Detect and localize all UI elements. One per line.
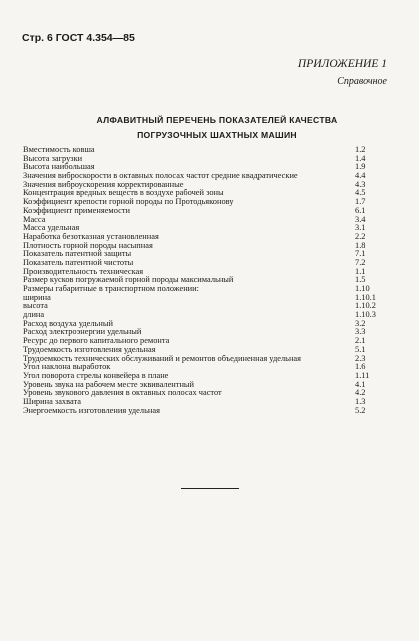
- title-line-1: АЛФАВИТНЫЙ ПЕРЕЧЕНЬ ПОКАЗАТЕЛЕЙ КАЧЕСТВА: [96, 115, 338, 125]
- item-code: 3.2: [355, 318, 366, 328]
- item-code: 4.5: [355, 188, 366, 198]
- item-name: Трудоемкость изготовления удельная: [23, 345, 156, 354]
- item-name: Коэффициент крепости горной породы по Протодьяконову: [23, 198, 234, 207]
- item-name: Уровень звукового давления в октавных полосах частот: [23, 389, 222, 398]
- item-name: ширина: [23, 293, 51, 302]
- list-item: [23, 407, 385, 416]
- item-name: Значения виброускорения корректированные: [23, 180, 184, 189]
- item-code: 1.9: [355, 162, 366, 172]
- page-header: Стр. 6 ГОСТ 4.354—85: [22, 32, 135, 44]
- item-name: Угол поворота стрелы конвейера в плане: [23, 371, 169, 380]
- list-item: [23, 372, 385, 381]
- list-item: [23, 216, 385, 225]
- document-title: [72, 113, 362, 143]
- item-name: Показатель патентной защиты: [23, 250, 132, 259]
- item-name: Наработка безотказная установленная: [23, 232, 159, 241]
- item-name: Вместимость ковша: [23, 145, 95, 154]
- appendix-label: [298, 56, 387, 90]
- list-item: [23, 181, 385, 190]
- item-code: 4.4: [355, 171, 366, 181]
- list-item: [23, 146, 385, 155]
- item-name: длина: [23, 311, 45, 320]
- item-code: 5.2: [355, 405, 366, 415]
- item-name: Трудоемкость технических обслуживаний и ремонтов объединенная удельная: [23, 354, 301, 363]
- appendix-title: ПРИЛОЖЕНИЕ 1: [297, 58, 387, 70]
- item-code: 6.1: [355, 205, 366, 215]
- item-code: 1.10.1: [355, 292, 376, 302]
- item-code: 2.1: [355, 336, 366, 346]
- list-item: [23, 285, 385, 294]
- list-item: [23, 328, 385, 337]
- item-name: Размеры габаритные в транспортном положении:: [23, 285, 199, 293]
- list-item: [23, 224, 385, 233]
- list-item: [23, 189, 385, 198]
- list-item: [23, 250, 385, 259]
- item-code: 1.3: [355, 396, 366, 406]
- list-item: [23, 311, 385, 320]
- item-name: Высота загрузки: [23, 154, 83, 163]
- list-item: [23, 363, 385, 372]
- item-code: 1.10: [355, 284, 370, 293]
- item-name: Расход электроэнергии удельный: [23, 328, 142, 337]
- item-name: Угол наклона выработок: [23, 363, 111, 372]
- item-code: 3.3: [355, 327, 366, 337]
- list-item: [23, 320, 385, 329]
- item-name: Уровень звука на рабочем месте эквивалентный: [23, 380, 195, 389]
- item-name: Энергоемкость изготовления удельная: [23, 406, 160, 415]
- list-item: [23, 233, 385, 242]
- item-name: Масса удельная: [23, 224, 80, 233]
- item-name: Коэффициент применяемости: [23, 206, 130, 215]
- item-name: Значения виброскорости в октавных полосах частот средние квадратические: [23, 172, 298, 181]
- list-item: [23, 163, 385, 172]
- item-name: Расход воздуха удельный: [23, 319, 113, 328]
- item-name: Концентрация вредных веществ в воздухе рабочей зоны: [23, 189, 224, 198]
- item-code: 2.2: [355, 231, 366, 241]
- item-name: Ширина захвата: [23, 397, 81, 406]
- item-name: Производительность техническая: [23, 267, 144, 276]
- item-code: 7.2: [355, 257, 366, 267]
- item-code: 1.10.3: [355, 310, 376, 320]
- list-item: [23, 155, 385, 164]
- item-name: Плотность горной породы насыпная: [23, 241, 153, 250]
- list-item: [23, 337, 385, 346]
- item-code: 1.6: [355, 362, 366, 372]
- item-code: 1.4: [355, 153, 366, 163]
- item-code: 2.3: [355, 353, 366, 363]
- end-rule: [181, 488, 239, 489]
- item-name: Масса: [23, 215, 46, 224]
- item-code: 4.3: [355, 179, 366, 189]
- list-item: [23, 294, 385, 303]
- item-name: Высота наибольшая: [23, 163, 95, 172]
- item-code: 1.7: [355, 197, 366, 207]
- list-item: [23, 346, 385, 355]
- item-name: Показатель патентной чистоты: [23, 258, 134, 267]
- item-code: 1.1: [355, 266, 366, 276]
- item-name: Размер кусков погружаемой горной породы максимальный: [23, 276, 234, 285]
- list-item: [23, 198, 385, 207]
- list-item: [23, 172, 385, 181]
- item-code: 1.2: [355, 144, 366, 154]
- list-item: [23, 207, 385, 216]
- list-item: [23, 398, 385, 407]
- title-line-2: ПОГРУЗОЧНЫХ ШАХТНЫХ МАШИН: [137, 130, 297, 140]
- list-item: [23, 381, 385, 390]
- item-code: 1.5: [355, 275, 366, 285]
- item-code: 1.10.2: [355, 301, 376, 311]
- item-code: 7.1: [355, 249, 366, 259]
- list-item: [23, 302, 385, 311]
- item-code: 3.1: [355, 223, 366, 233]
- index-list: [23, 146, 385, 415]
- item-code: 5.1: [355, 344, 366, 354]
- item-code: 4.1: [355, 379, 366, 389]
- list-item: [23, 276, 385, 285]
- list-item: [23, 268, 385, 277]
- item-name: Ресурс до первого капитального ремонта: [23, 337, 170, 346]
- item-code: 1.8: [355, 240, 366, 250]
- item-code: 1.11: [355, 370, 370, 380]
- list-item: [23, 355, 385, 364]
- list-item: [23, 242, 385, 251]
- item-code: 4.2: [355, 388, 366, 398]
- item-name: высота: [23, 302, 48, 311]
- appendix-subtitle: Справочное: [337, 76, 387, 87]
- list-item: [23, 259, 385, 268]
- item-code: 3.4: [355, 214, 366, 224]
- list-item: [23, 389, 385, 398]
